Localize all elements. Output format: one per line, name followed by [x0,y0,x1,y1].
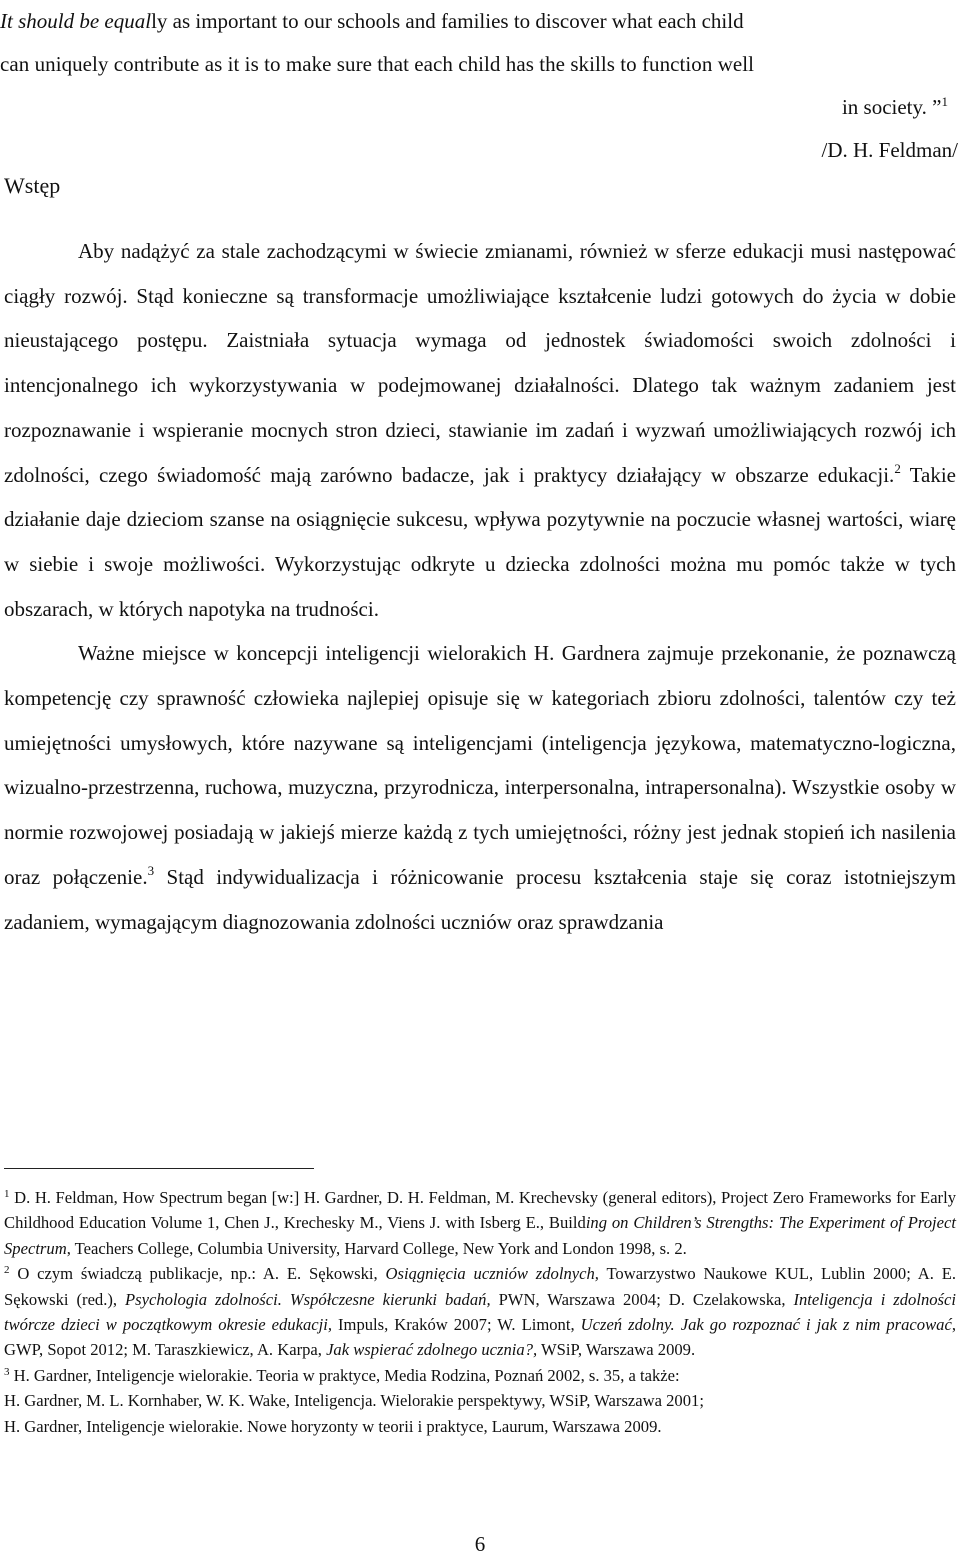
footnote-2-text-f: WSiP, Warszawa 2009. [537,1340,696,1360]
paragraph-2-text-b: Stąd indywidualizacja i różnicowanie procesu kształcenia staje się coraz istotniejszym zadaniem, wymagającym diagnozowania zdolności uczniów oraz sprawdzania [4,864,956,934]
footnote-2-text-c: PWN, Warszawa 2004; D. Czelakowska, [490,1289,794,1309]
motto-quote [0,0,958,172]
footnote-2-text-d: Impuls, Kraków 2007; W. Limont, [331,1315,581,1335]
body-text [4,229,956,944]
footnote-2-text-a: O czym świadczą publikacje, np.: A. E. Sękowski, [9,1264,386,1284]
footnote-ref-2[interactable]: 2 [894,460,901,476]
footnote-3-line-3: H. Gardner, Inteligencje wielorakie. Nowe horyzonty w teorii i praktyce, Laurum, Warszawa 2009. [4,1416,662,1436]
footnote-number-1: 1 [4,1188,10,1200]
footnote-2-title-2: Psychologia zdolności. Współczesne kierunki badań, [125,1289,491,1309]
motto-author: /D. H. Feldman/ [821,138,958,162]
footnote-ref-3[interactable]: 3 [147,862,155,878]
motto-line-1 [0,0,958,43]
footnotes [4,1185,956,1439]
footnote-2-text-e: , GWP, Sopot 2012; M. Taraszkiewicz, A. Karpa, [4,1315,956,1360]
section-heading: Wstęp [4,173,61,198]
footnote-3 [4,1363,956,1388]
footnote-2-title-3: Inteligencja i zdolności twórcze dzieci w początkowym okresie edukacji, [4,1289,956,1335]
footnote-separator [4,1168,314,1169]
paragraph-2-text-a: Ważne miejsce w koncepcji inteligencji wielorakich H. Gardnera zajmuje przekonanie, że poznawczą kompetencję czy sprawność człowieka najlepiej opisuje się w kategoriach zbioru zdolności, talentów czy też umiejętności umysłowych, które nazywane są inteligencjami (inteligencja językowa, matematyczno-logiczna, wizualno-przestrzenna, ruchowa, muzyczna, przyrodnicza, interpersonalna, intrapersonalna). Wszystkie osoby w normie rozwojowej posiadają w jakiejś mierze każdą z tych umiejętności, różny jest jednak stopień ich nasilenia oraz połączenie. [4,641,956,889]
footnote-number-3: 3 [4,1365,10,1378]
page-number: 6 [474,1532,486,1556]
paragraph-1-text-b: Takie działanie daje dzieciom szanse na osiągnięcie sukcesu, wpływa pozytywnie na poczucie własnej wartości, wiarę w siebie i swoje możliwości. Wykorzystując odkryte u dziecka zdolności można mu pomóc także w tych obszarach, w których napotyka na trudności. [4,462,957,621]
footnote-1-text-b: , Teachers College, Columbia University, Harvard College, New York and London 1998, s. 2. [66,1238,687,1258]
footnote-2 [4,1261,956,1363]
motto-line-3 [0,86,958,129]
footnote-2-text-b: Towarzystwo Naukowe KUL, Lublin 2000; A. E. Sękowski (red.), [4,1264,956,1309]
footnote-3-line-2: H. Gardner, M. L. Kornhaber, W. K. Wake, Inteligencja. Wielorakie perspektywy, WSiP, Warszawa 2001; [4,1391,704,1411]
paragraph-1 [4,229,956,631]
footnote-1-text-a: D. H. Feldman, How Spectrum began [w:] H. Gardner, D. H. Feldman, M. Krechevsky (general editors), Project Zero Frameworks for Early Childhood Education Volume 1, Chen J., Krechesky M., Viens J. with Isberg E., Build [4,1188,956,1233]
footnote-number-2: 2 [4,1264,10,1277]
footnote-2-title-4: Uczeń zdolny. Jak go rozpoznać i jak z nim pracować [580,1315,952,1335]
footnote-2-title-1: Osiągnięcia uczniów zdolnych, [385,1264,599,1284]
footnote-3-text-a: H. Gardner, Inteligencje wielorakie. Teoria w praktyce, Media Rodzina, Poznań 2002, s. 35, a także: [9,1365,680,1385]
motto-line-1-rest: ly as important to our schools and families to discover what each child [151,9,744,33]
motto-line-3-text: in society. [841,95,933,119]
footnote-ref-1[interactable]: 1 [941,94,948,109]
footnote-2-title-5: Jak wspierać zdolnego ucznia?, [326,1340,538,1360]
paragraph-2 [4,631,956,944]
motto-italic-start: It should be equal [0,9,152,33]
footnote-1-title: ing on Children’s Strengths: The Experiment of Project Spectrum [4,1213,956,1258]
motto-closing-quote: ” [932,95,942,119]
paragraph-1-text-a: Aby nadążyć za stale zachodzącymi w świecie zmianami, również w sferze edukacji musi następować ciągły rozwój. Stąd konieczne są transformacje umożliwiające kształcenie ludzi gotowych do życia w dobie nieustającego postępu. Zaistniała sytuacja wymaga od jednostek świadomości swoich zdolności i intencjonalnego ich wykorzystywania w podejmowanej działalności. Dlatego tak ważnym zadaniem jest rozpoznawanie i wspieranie mocnych stron dzieci, stawianie im zadań i wyzwań umożliwiających rozwój ich zdolności, czego świadomość mają zarówno badacze, jak i praktycy działający w obszarze edukacji. [4,239,956,487]
footnote-1 [4,1185,956,1261]
motto-line-2: can uniquely contribute as it is to make sure that each child has the skills to function well [0,52,755,76]
